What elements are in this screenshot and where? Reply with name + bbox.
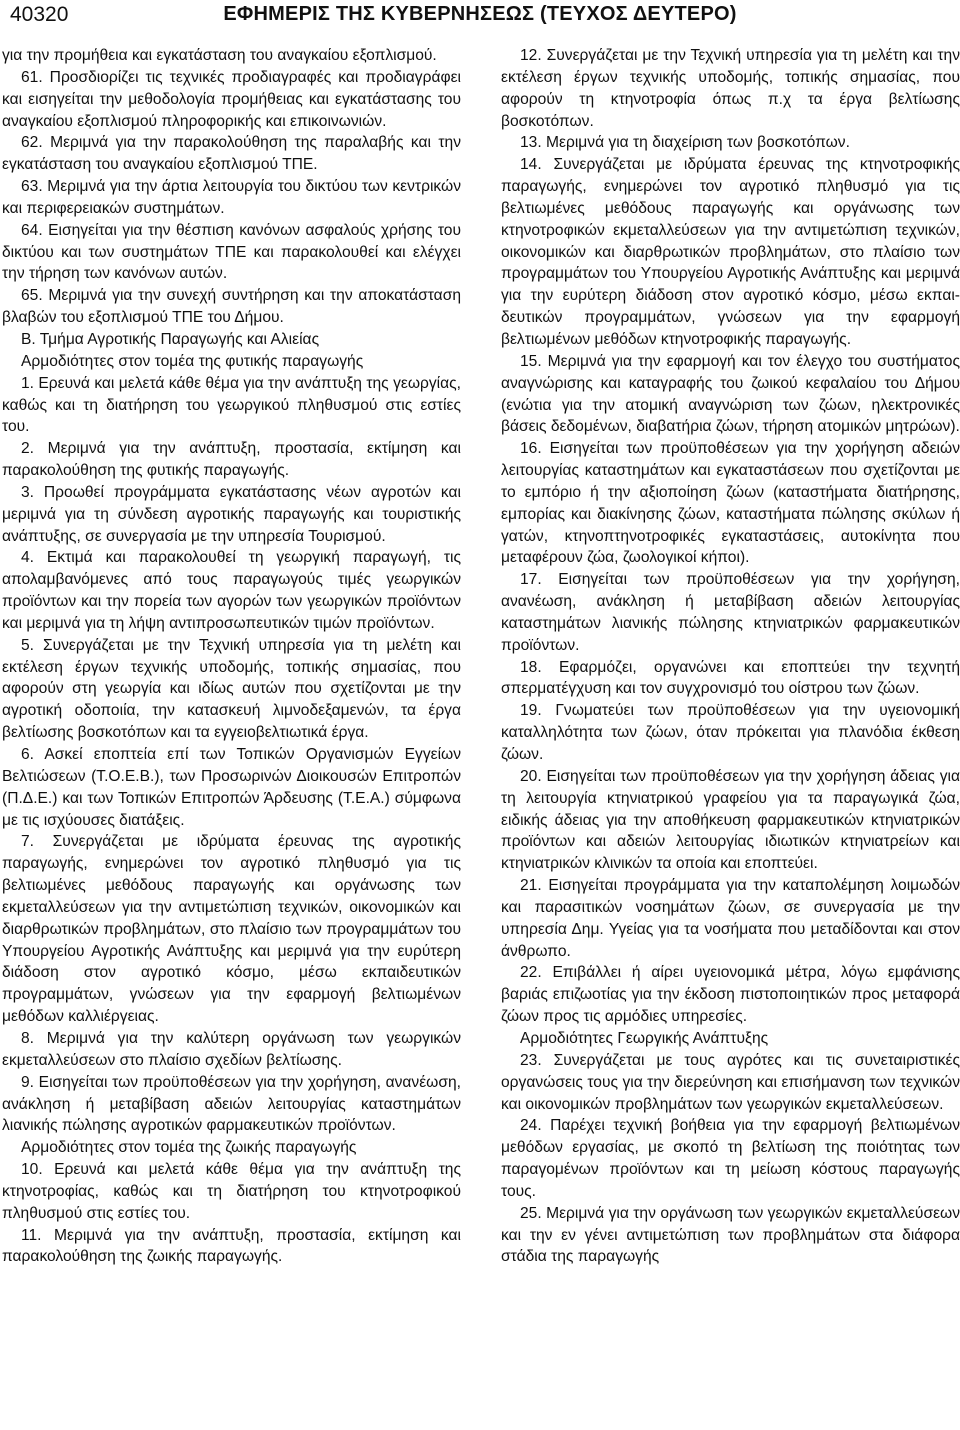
paragraph: 19. Γνωματεύει των προϋποθέσεων για την υγειονομική καταλληλότητα των ζώων, όταν πρόκειται για πλανόδια έκθεση ζώων. (501, 702, 960, 763)
paragraph: για την προμήθεια και εγκατάσταση του αναγκαίου εξοπλισμού. (2, 47, 437, 64)
section-heading: Β. Τμήμα Αγροτικής Παραγωγής και Αλιείας (21, 330, 320, 348)
paragraph: 5. Συνεργάζεται με την Τεχνική υπηρεσία για τη μελέτη και εκτέλεση έργων τεχνικής υποδομής, τοπικής σημασίας, που αφορούν στη γεωργία και ιδίως αυτών που σχετίζονται με την αγροτική οδοποιία, την κατασκευή λιμνοδεξαμενών, τα έργα βελτίωσης βοσκοτόπων και τα εγγειοβελτιωτικά έργα. (2, 636, 461, 742)
paragraph: 1. Ερευνά και μελετά κάθε θέμα για την ανάπτυξη της γεωργίας, καθώς και τη διατήρηση του γεωργικού πληθυσμού στις εστίες του. (2, 374, 461, 436)
paragraph: 11. Μεριμνά για την ανάπτυξη, προστασία, εκτίμηση και παρακολούθηση της ζωικής παραγωγής. (2, 1226, 461, 1266)
paragraph: 65. Μεριμνά για την συνεχή συντήρηση και την αποκατάσταση βλαβών του εξοπλισμού ΤΠΕ του Δήμου. (2, 287, 461, 327)
paragraph: 2. Μεριμνά για την ανάπτυξη, προστασία, εκτίμηση και παρακολούθηση της φυτικής παραγωγής. (2, 440, 461, 480)
paragraph: 62. Μεριμνά για την παρακολούθηση της παραλαβής και την εγκατάσταση του αναγκαίου εξοπλισμού ΤΠΕ. (2, 134, 461, 174)
paragraph: 17. Εισηγείται των προϋποθέσεων για την χορήγηση, ανανέωση, ανάκληση ή μεταβίβαση αδειών λειτουργίας καταστημάτων λιανικής πώλησης κτηνιατρικών φαρμακευτικών προϊόντων. (501, 571, 960, 654)
paragraph: 3. Προωθεί προγράμματα εγκατάστασης νέων αγροτών και μεριμνά για τη σύνδεση αγροτικής παραγωγής και τουριστικής ανάπτυξης, σε συνεργασία με την υπηρεσία Τουρισμού. (2, 483, 461, 545)
paragraph: 22. Επιβάλλει ή αίρει υγειονομικά μέτρα, λόγω εμφάνισης βαριάς επιζωοτίας για την έκδοση πιστοποιητικών προς μεταφορά ζώων προς τις αρμόδιες υπηρεσίες. (501, 964, 960, 1026)
section-heading: Αρμοδιότητες στον τομέα της ζωικής παραγωγής (21, 1139, 357, 1157)
right-column (501, 45, 960, 1268)
paragraph: 10. Ερευνά και μελετά κάθε θέμα για την ανάπτυξη της κτηνοτροφίας, καθώς και τη διατήρηση του κτηνοτροφικού πληθυσμού στις εστίες του. (2, 1161, 461, 1222)
page-header (10, 3, 950, 39)
paragraph: 63. Μεριμνά για την άρτια λειτουργία του δικτύου των κεντρικών και περιφερειακών συστημάτων. (2, 178, 461, 217)
journal-title: ΕΦΗΜΕΡΙΣ ΤΗΣ ΚΥΒΕΡΝΗΣΕΩΣ (ΤΕΥΧΟΣ ΔΕΥΤΕΡΟ) (223, 3, 737, 25)
paragraph: 6. Ασκεί εποπτεία επί των Τοπικών Οργανισμών Εγγείων Βελτιώσεων (Τ.Ο.Ε.Β.), των Προσωρινών Διοικουσών Επιτροπών (Π.Δ.Ε.) και των Τοπικών Επιτροπών Άρδευσης (Τ.Ε.Α.) σύμφωνα με τις ισχύουσες διατάξεις. (2, 746, 461, 829)
paragraph: 4. Εκτιμά και παρακολουθεί τη γεωργική παραγωγή, τις απολαμβανόμενες από τους παραγωγούς τιμές γεωργικών προϊόντων και την πορεία των αγορών των γεωργικών προϊόντων και μεριμνά για τη λήψη αντιπροσωπευτικών τιμών προϊόντων. (2, 549, 461, 632)
paragraph: 21. Εισηγείται προγράμματα για την καταπολέμηση λοιμωδών και παρασιτικών νοσημάτων ζώων, σε συνεργασία με την υπηρεσία Δημ. Υγείας για τα νοσήματα που μεταδίδονται και στον άνθρωπο. (501, 877, 960, 960)
paragraph: 12. Συνεργάζεται με την Τεχνική υπηρεσία για τη μελέτη και την εκτέλεση έργων τεχνικής υποδομής, τοπικής σημασίας, που αφορούν τη κτηνοτροφία όπως π.χ τα έργα βελτίωσης βοσκοτόπων. (501, 47, 960, 130)
paragraph: 16. Εισηγείται των προϋποθέσεων για την χορήγηση αδειών λειτουργίας καταστημάτων και εγκαταστάσεων που σχετίζονται με το εμπόριο ή την αξιοποίηση ζώων (καταστήματα διατήρησης, εμπορίας και διακίνησης ζώων, καταστήματα πώλησης σκύλων ή γατών, κτηνοπτηνοτροφικές εγκαταστάσεις, αυτοκίνητα που μεταφέρουν ζώα, ζωολογικοί κήποι). (501, 440, 960, 567)
paragraph: 64. Εισηγείται για την θέσπιση κανόνων ασφαλούς χρήσης του δικτύου και των συστημάτων ΤΠΕ και παρακολουθεί και ελέγχει την τήρηση των κανόνων αυτών. (2, 221, 461, 283)
paragraph: 7. Συνεργάζεται με ιδρύματα έρευνας της αγροτικής παραγωγής, ενημερώνει τον αγροτικό πληθυσμό για τις βελτιωμένες μεθόδους παραγωγής και οργάνωσης των εκμεταλλεύσεων για την αντιμετώπιση τεχνικών, οικονομικών και διαρθρωτικών προβλημάτων, στο πλαίσιο των προγραμμάτων του Υπουργείου Αγροτικής Ανάπτυξης και μεριμνά για την ευρύτερη διάδοση στον αγροτικό κόσμο, μέσω εκπαιδευτικών προγραμμάτων, γνώσεων για την εφαρμογή βελτιωμένων μεθόδων καλλιέργειας. (2, 833, 461, 1026)
paragraph: 8. Μεριμνά για την καλύτερη οργάνωση των γεωργικών εκμεταλλεύσεων στο πλαίσιο σχεδίων βελτίωσης. (2, 1029, 461, 1069)
left-column (2, 45, 461, 1268)
paragraph: 24. Παρέχει τεχνική βοήθεια για την εφαρμογή βελτιωμένων μεθόδων εργασίας, με σκοπό τη βελτίωση της ποιότητας των παραγομένων προϊόντων και τη μείωση κόστους παραγωγής τους. (501, 1117, 960, 1200)
paragraph: 15. Μεριμνά για την εφαρμογή και τον έλεγχο του συστήματος αναγνώρισης και καταγραφής του ζωικού κεφαλαίου του Δήμου (ενώτια για την ατομική αναγνώριση των ζώων, ηλεκτρονικές βάσεις δεδομένων, διαβατήρια ζώων, τήρηση ατομικών μητρώων). (501, 352, 960, 436)
page-number: 40320 (10, 3, 69, 26)
paragraph: 9. Εισηγείται των προϋποθέσεων για την χορήγηση, ανανέωση, ανάκληση ή μεταβίβαση αδειών λειτουργίας καταστημάτων λιανικής πώλησης αγροτικών φαρμακευτικών προϊόντων. (2, 1073, 461, 1135)
section-heading: Αρμοδιότητες στον τομέα της φυτικής παραγωγής (21, 352, 364, 370)
section-heading: Αρμοδιότητες Γεωργικής Ανάπτυξης (520, 1029, 769, 1047)
paragraph: 61. Προσδιορίζει τις τεχνικές προδιαγραφές και προδιαγράφει και εισηγείται την μεθοδολογία προμήθειας και εγκατάστασης του αναγκαίου εξοπλισμού πληροφορικής και επικοινωνιών. (2, 68, 461, 130)
paragraph: 18. Εφαρμόζει, οργανώνει και εποπτεύει την τεχνητή σπερματέγχυση και τον συγχρονισμό του οίστρου των ζώων. (501, 658, 960, 698)
paragraph: 20. Εισηγείται των προϋποθέσεων για την χορήγηση άδειας για τη λειτουργία κτηνιατρικού γραφείου για τα παραγωγικά ζώα, ειδικής άδειας για την αποθήκευση φαρμακευτικών κτηνιατρικών προϊόντων και αδειών λειτουργίας ιδιωτικών κτηνιατρείων και κτηνιατρικών κλινικών τα οποία και εποπτεύει. (501, 767, 960, 873)
paragraph: 25. Μεριμνά για την οργάνωση των γεωργικών εκμεταλλεύσεων και την εν γένει αντιμετώπιση των προβλημάτων στα διάφορα στάδια της παραγωγής (501, 1204, 960, 1266)
paragraph: 14. Συνεργάζεται με ιδρύματα έρευνας της κτηνοτροφικής παραγωγής, ενημερώνει τον αγροτικό πληθυσμό για τις βελτιωμένες μεθόδους παραγωγής και οργάνωσης των κτηνοτροφικών εκμεταλλεύσεων για την αντιμετώπιση τεχνικών, οικονομικών και διαρθρωτικών προβλημάτων, στο πλαίσιο των προγραμμάτων του Υπουργείου Αγροτικής Ανάπτυξης και μεριμνά για την ευρύτερη διάδοση στον αγροτικό κόσμο, μέσω εκπαιδευτικών προγραμμάτων, γνώσεων για την εφαρμογή βελτιωμένων μεθόδων κτηνοτροφικής παραγωγής. (501, 156, 960, 348)
paragraph: 23. Συνεργάζεται με τους αγρότες και τις συνεταιριστικές οργανώσεις τους για την διερεύνηση και επισήμανση των τεχνικών και οικονομικών προβλημάτων των γεωργικών εκμεταλλεύσεων. (501, 1051, 960, 1113)
paragraph: 13. Μεριμνά για τη διαχείριση των βοσκοτόπων. (520, 134, 850, 152)
